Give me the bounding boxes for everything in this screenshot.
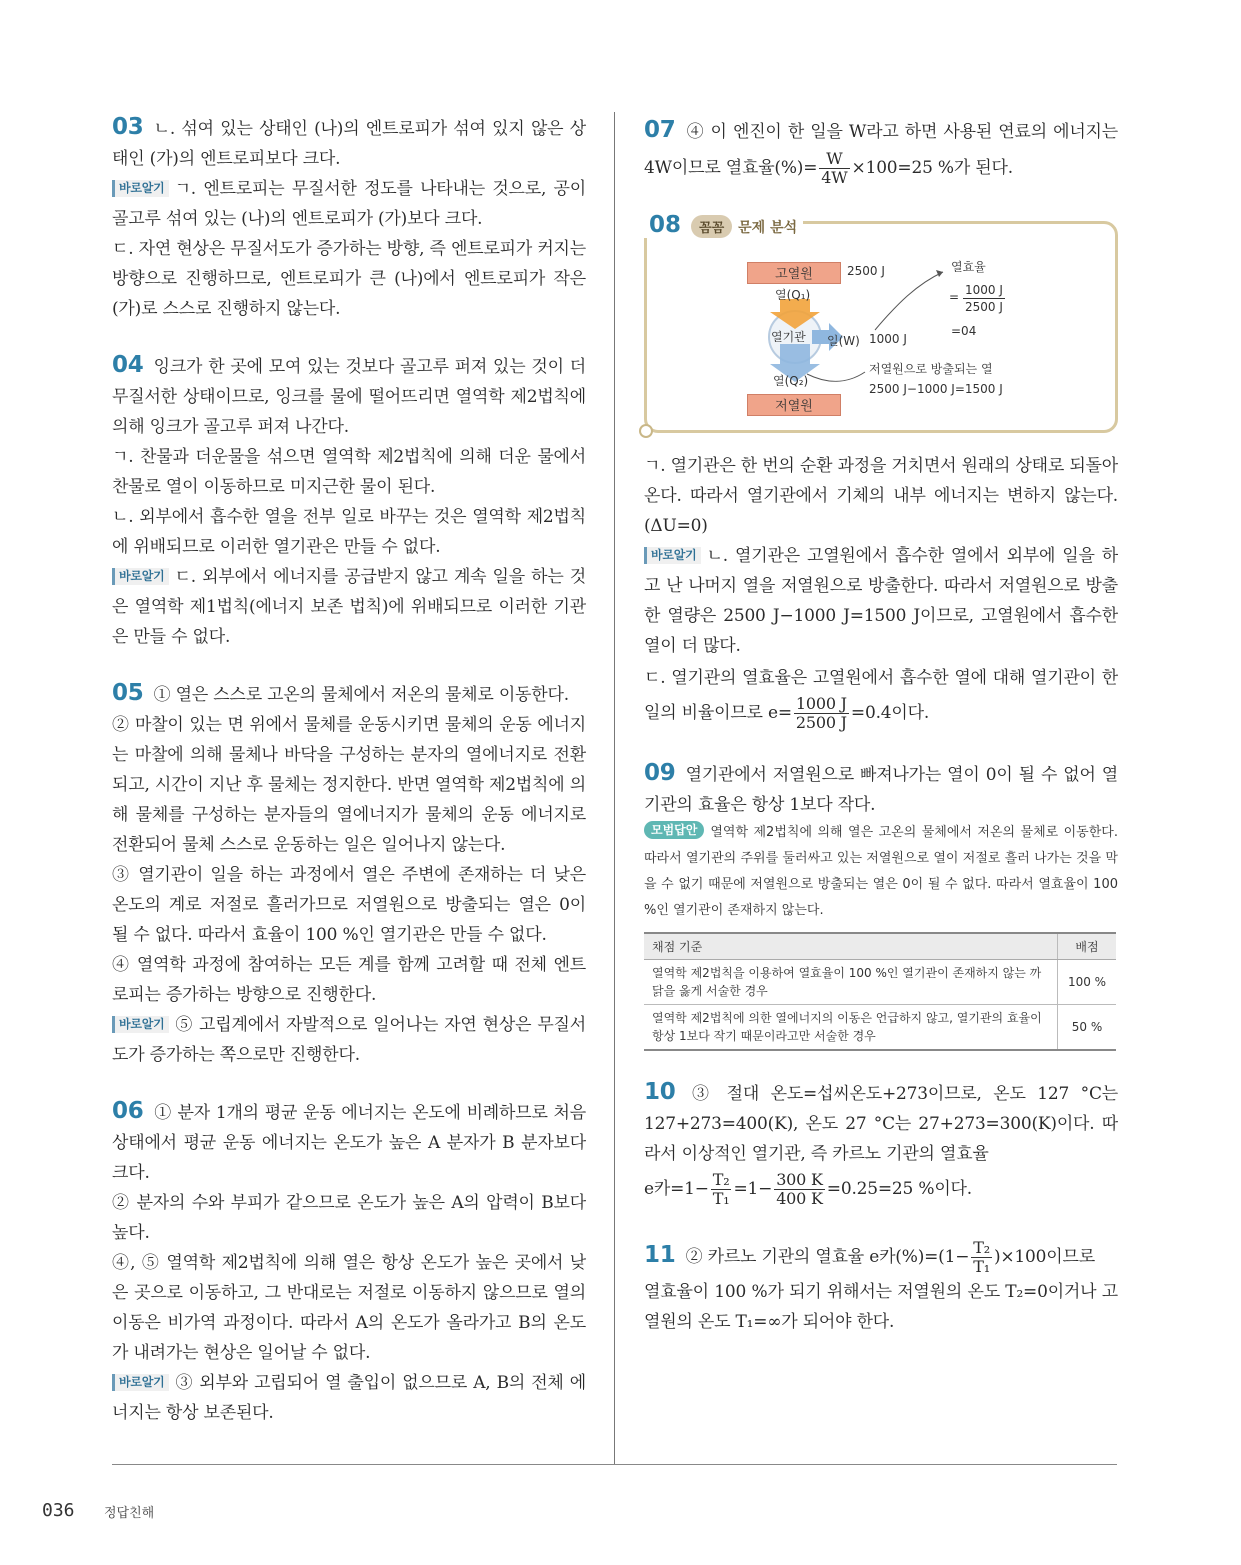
answer-text: ③ 외부와 고립되어 열 출입이 없으므로 A, B의 전체 에너지는 항상 보존된다. bbox=[112, 1373, 586, 1423]
question-number: 08 bbox=[649, 212, 682, 238]
fraction: $\frac{300 K}{400 K}$ bbox=[776, 1170, 823, 1208]
engine-label: 열기관 bbox=[771, 330, 806, 344]
answer-text: ×100=25 %가 된다. bbox=[851, 158, 1013, 178]
question-number: 05 bbox=[112, 680, 144, 706]
analysis-box bbox=[644, 212, 1118, 433]
answer-text: ㄴ. 외부에서 흡수한 열을 전부 일로 바꾸는 것은 열역학 제2법칙에 위배되므로 이러한 열기관은 만들 수 없다. bbox=[112, 507, 586, 557]
analysis-title: 문제 분석 bbox=[738, 220, 798, 236]
question-number: 07 bbox=[644, 117, 676, 143]
efficiency-equals: = bbox=[949, 290, 960, 304]
answer-11 bbox=[644, 1235, 1118, 1337]
answer-06 bbox=[112, 1096, 586, 1428]
footer-rule bbox=[112, 1464, 1117, 1465]
released-heat-note: 저열원으로 방출되는 열 bbox=[869, 362, 993, 376]
wrong-answer-tag: 바로알기 bbox=[112, 568, 169, 585]
answer-text: ㄴ. 열기관은 고열원에서 흡수한 열에서 외부에 일을 하고 난 나머지 열을 저열원으로 방출한다. 따라서 저열원으로 방출한 열량은 2500 J−1000 J=1500 J이므로, 고열원에서 흡수한 열이 더 많다. bbox=[644, 546, 1118, 656]
answer-text: ㄴ. 섞여 있는 상태인 (나)의 엔트로피가 섞여 있지 않은 상태인 (가)의 엔트로피보다 크다. bbox=[112, 119, 586, 169]
table-cell: 50 % bbox=[1058, 1005, 1117, 1051]
left-column bbox=[112, 112, 586, 1454]
answer-text: ① 분자 1개의 평균 운동 에너지는 온도에 비례하므로 처음 상태에서 평균 운동 에너지는 온도가 높은 A 분자가 B 분자보다 크다. bbox=[112, 1103, 586, 1183]
question-number: 10 bbox=[644, 1079, 676, 1105]
table-header: 채점 기준 bbox=[644, 933, 1058, 960]
heat-engine-diagram bbox=[647, 224, 1067, 424]
right-column bbox=[644, 112, 1118, 1363]
hot-heat-value: 2500 J bbox=[847, 264, 885, 278]
table-cell: 열역학 제2법칙에 의한 열에너지의 이동은 언급하지 않고, 열기관의 효율이 항상 1보다 작기 때문이라고만 서술한 경우 bbox=[644, 1005, 1058, 1051]
answer-text: )×100이므로 bbox=[993, 1247, 1095, 1267]
answer-text: ㄱ. 열기관은 한 번의 순환 과정을 거치면서 원래의 상태로 되돌아온다. 따라서 열기관에서 기체의 내부 에너지는 변하지 않는다.(ΔU=0) bbox=[644, 456, 1118, 536]
efficiency-value: =04 bbox=[951, 324, 977, 338]
answer-text: ㄱ. 찬물과 더운물을 섞으면 열역학 제2법칙에 의해 더운 물에서 찬물로 열이 이동하므로 미지근한 물이 된다. bbox=[112, 447, 586, 497]
answer-03 bbox=[112, 112, 586, 324]
heat-in-label: 열(Q₁) bbox=[775, 288, 811, 302]
table-header: 배점 bbox=[1058, 933, 1117, 960]
fraction: $\frac{1000 J}{2500 J}$ bbox=[795, 694, 847, 732]
question-number: 11 bbox=[644, 1242, 676, 1268]
answer-text: ④, ⑤ 열역학 제2법칙에 의해 열은 항상 온도가 높은 곳에서 낮은 곳으로 이동하고, 그 반대로는 저절로 이동하지 않으므로 열의 이동은 비가역 과정이다. 따라서 A의 온도가 올라가고 B의 온도가 내려가는 현상은 일어날 수 없다. bbox=[112, 1253, 586, 1363]
heat-out-label: 열(Q₂) bbox=[773, 374, 809, 388]
box-corner-dot bbox=[639, 424, 653, 438]
work-label: 일(W) bbox=[827, 334, 860, 348]
fraction: $\frac{\text{T₂}}{\text{T₁}}$ bbox=[973, 1238, 990, 1276]
efficiency-fraction: $\frac{1000 J}{2500 J}$ bbox=[965, 283, 1003, 314]
answer-08 bbox=[644, 212, 1118, 732]
answer-text: 열효율이 100 %가 되기 위해서는 저열원의 온도 T₂=0이거나 고열원의 온도 T₁=∞가 되어야 한다. bbox=[644, 1282, 1118, 1332]
table-cell: 100 % bbox=[1058, 960, 1117, 1005]
fraction: $\frac{\text{T₂}}{\text{T₁}}$ bbox=[712, 1170, 730, 1208]
table-row bbox=[644, 1005, 1116, 1051]
answer-05 bbox=[112, 678, 586, 1070]
column-divider bbox=[614, 112, 615, 1464]
model-answer-tag: 모범답안 bbox=[644, 821, 704, 839]
question-number: 09 bbox=[644, 760, 676, 786]
answer-text: ① 열은 스스로 고온의 물체에서 저온의 물체로 이동한다. bbox=[153, 685, 569, 705]
answer-10 bbox=[644, 1077, 1118, 1209]
wrong-answer-tag: 바로알기 bbox=[112, 180, 169, 197]
efficiency-equation: e카=1− $\frac{\text{T₂}}{\text{T₁}}$ =1− $\frac{300 K}{400 K}$ =0.25=25 %이다. bbox=[644, 1170, 972, 1208]
table-cell: 열역학 제2법칙을 이용하여 열효율이 100 %인 열기관이 존재하지 않는 까닭을 옳게 서술한 경우 bbox=[644, 960, 1058, 1005]
answer-text: ③ 열기관이 일을 하는 과정에서 열은 주변에 존재하는 더 낮은 온도의 계로 저절로 흘러가므로 저열원으로 방출되는 열은 0이 될 수 없다. 따라서 효율이 100 %인 열기관은 만들 수 없다. bbox=[112, 865, 586, 945]
page-number: 036 bbox=[42, 1500, 75, 1521]
question-number: 03 bbox=[112, 114, 144, 140]
answer-text: ② 분자의 수와 부피가 같으므로 온도가 높은 A의 압력이 B보다 높다. bbox=[112, 1193, 586, 1243]
answer-04 bbox=[112, 350, 586, 652]
answer-text: 잉크가 한 곳에 모여 있는 것보다 골고루 퍼져 있는 것이 더 무질서한 상태이므로, 잉크를 물에 떨어뜨리면 열역학 제2법칙에 의해 잉크가 골고루 퍼져 나간다. bbox=[112, 357, 586, 437]
answer-text: ㄷ. 열기관의 열효율은 고열원에서 흡수한 열에 대해 열기관이 한 일의 비율이므로 e= bbox=[644, 668, 1118, 723]
wrong-answer-tag: 바로알기 bbox=[112, 1016, 169, 1033]
answer-text: ㄷ. 자연 현상은 무질서도가 증가하는 방향, 즉 엔트로피가 커지는 방향으로 진행하므로, 엔트로피가 큰 (나)에서 엔트로피가 작은 (가)로 스스로 진행하지 않는다. bbox=[112, 239, 586, 319]
answer-text: ㄷ. 외부에서 에너지를 공급받지 않고 계속 일을 하는 것은 열역학 제1법칙(에너지 보존 법칙)에 위배되므로 이러한 기관은 만들 수 없다. bbox=[112, 567, 586, 647]
hot-reservoir-box: 고열원 bbox=[747, 262, 841, 284]
table-row bbox=[644, 960, 1116, 1005]
work-value: 1000 J bbox=[869, 332, 907, 346]
analysis-badge: 꼼꼼 bbox=[691, 215, 732, 238]
cold-reservoir-box: 저열원 bbox=[747, 394, 841, 416]
question-number: 04 bbox=[112, 352, 144, 378]
table-header-row bbox=[644, 933, 1116, 960]
answer-text: ④ 열역학 과정에 참여하는 모든 계를 함께 고려할 때 전체 엔트로피는 증가하는 방향으로 진행한다. bbox=[112, 955, 586, 1005]
answer-text: ④ 이 엔진이 한 일을 W라고 하면 사용된 연료의 에너지는 4W이므로 열효율(%)= bbox=[644, 122, 1118, 178]
scoring-table bbox=[644, 932, 1116, 1051]
answer-07 bbox=[644, 112, 1118, 187]
wrong-answer-tag: 바로알기 bbox=[112, 1374, 169, 1391]
answer-text: ㄱ. 엔트로피는 무질서한 정도를 나타내는 것으로, 공이 골고루 섞여 있는 (나)의 엔트로피가 (가)보다 크다. bbox=[112, 179, 586, 229]
fraction: $\frac{W}{4W}$ bbox=[821, 149, 848, 187]
answer-09 bbox=[644, 758, 1118, 1051]
wrong-answer-tag: 바로알기 bbox=[644, 547, 701, 564]
question-number: 06 bbox=[112, 1098, 144, 1124]
answer-text: ③ 절대 온도=섭씨온도+273이므로, 온도 127 °C는 127+273=400(K), 온도 27 °C는 27+273=300(K)이다. 따라서 이상적인 열기관, 즉 카르노 기관의 열효율 bbox=[644, 1084, 1118, 1164]
answer-text: ② 마찰이 있는 면 위에서 물체를 운동시키면 물체의 운동 에너지는 마찰에 의해 물체나 바닥을 구성하는 분자의 열에너지로 전환되고, 시간이 지난 후 물체는 정지한다. 반면 열역학 제2법칙에 의해 물체를 구성하는 분자들의 열에너지가 물체의 운동 에너지로 전환되어 물체 스스로 운동하는 일은 일어나지 않는다. bbox=[112, 715, 586, 855]
model-answer-text: 열역학 제2법칙에 의해 열은 고온의 물체에서 저온의 물체로 이동한다. 따라서 열기관의 주위를 둘러싸고 있는 저열원으로 열이 저절로 흘러 나가는 것을 막을 수 없기 때문에 저열원으로 방출되는 열은 0이 될 수 없다. 따라서 열효율이 100 %인 열기관이 존재하지 않는다. bbox=[644, 825, 1118, 918]
released-heat-calc: 2500 J−1000 J=1500 J bbox=[869, 382, 1003, 396]
answer-text: =0.4이다. bbox=[850, 703, 930, 723]
answer-text: ⑤ 고립계에서 자발적으로 일어나는 자연 현상은 무질서도가 증가하는 쪽으로만 진행한다. bbox=[112, 1015, 586, 1065]
footer-book-label: 정답친해 bbox=[104, 1506, 155, 1521]
answer-text: 열기관에서 저열원으로 빠져나가는 열이 0이 될 수 없어 열기관의 효율은 항상 1보다 작다. bbox=[644, 765, 1118, 815]
efficiency-label: 열효율 bbox=[951, 260, 986, 274]
answer-text: ② 카르노 기관의 열효율 e카(%)=(1− bbox=[685, 1247, 970, 1267]
